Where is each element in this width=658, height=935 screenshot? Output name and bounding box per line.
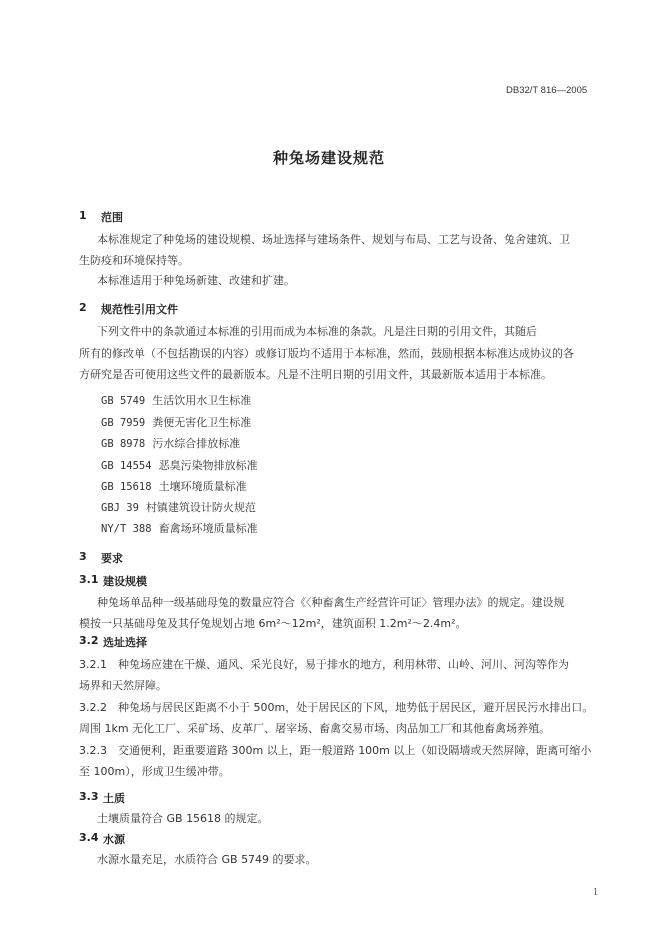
reference-name: 恶臭污染物排放标准: [158, 459, 258, 472]
section-2-intro-line2: 所有的修改单（不包括勘误的内容）或修订版均不适用于本标准，然而，鼓励根据本标准达成协议的各: [79, 347, 574, 360]
reference-code: GBJ 39: [101, 502, 139, 514]
section-3-2-3-line2: 至 100m），形成卫生缓冲带。: [79, 765, 230, 778]
section-3-2-heading: 选址选择: [103, 636, 147, 649]
section-3-3-text: 土壤质量符合 GB 15618 的规定。: [97, 812, 269, 825]
section-1-heading: 范围: [101, 211, 123, 224]
section-1-number: 1: [79, 209, 87, 222]
section-1-para2: 本标准适用于种兔场新建、改建和扩建。: [97, 274, 295, 287]
section-3-1-line1: 种兔场单品种一级基础母兔的数量应符合《〈种畜禽生产经营许可证〉管理办法》的规定。建设规: [97, 596, 565, 609]
reference-code: GB 5749: [101, 395, 146, 407]
section-3-1-line2: 模按一只基础母兔及其仔兔规划占地 6m²～12m²，建筑面积 1.2m²～2.4m²。: [79, 617, 467, 630]
reference-item: [101, 478, 247, 494]
page-title: 种兔场建设规范: [272, 149, 385, 167]
section-3-1-heading: 建设规模: [103, 575, 147, 588]
reference-name: 土壤环境质量标准: [158, 480, 247, 493]
section-3-4-number: 3.4: [79, 831, 99, 844]
reference-code: GB 8978: [101, 438, 146, 450]
section-3-2-2-line2: 周围 1km 无化工厂、采矿场、皮革厂、屠宰场、畜禽交易市场、肉品加工厂和其他畜禽场养殖。: [79, 722, 551, 735]
section-3-2-2-line1: 3.2.2 种兔场与居民区距离不小于 500m，处于居民区的下风，地势低于居民区，避开居民污水排出口。: [79, 701, 594, 714]
reference-item: [101, 435, 240, 451]
reference-name: 生活饮用水卫生标准: [152, 394, 252, 407]
reference-item: [101, 414, 251, 430]
reference-name: 村镇建筑设计防火规范: [145, 501, 256, 514]
section-3-2-3-line1: 3.2.3 交通便利，距重要道路 300m 以上，距一般道路 100m 以上（如设隔墙或天然屏障，距离可缩小: [79, 744, 592, 757]
section-3-3-number: 3.3: [79, 790, 99, 803]
standard-code: DB32/T 816—2005: [506, 85, 588, 96]
reference-item: [101, 499, 256, 515]
reference-code: GB 14554: [101, 460, 152, 472]
section-3-2-number: 3.2: [79, 634, 99, 647]
reference-name: 污水综合排放标准: [152, 437, 241, 450]
reference-name: 畜禽场环境质量标准: [158, 522, 258, 535]
reference-code: GB 7959: [101, 417, 146, 429]
section-3-3-heading: 土质: [103, 792, 125, 805]
section-3-number: 3: [79, 550, 87, 563]
section-2-intro-line3: 方研究是否可使用这些文件的最新版本。凡是不注明日期的引用文件，其最新版本适用于本标准。: [79, 368, 552, 381]
reference-code: GB 15618: [101, 481, 152, 493]
section-3-4-heading: 水源: [103, 833, 125, 846]
section-2-intro-line1: 下列文件中的条款通过本标准的引用而成为本标准的条款。凡是注日期的引用文件，其随后: [97, 325, 537, 338]
section-1-para1-line1: 本标准规定了种兔场的建设规模、场址选择与建场条件、规划与布局、工艺与设备、兔舍建筑、卫: [97, 233, 570, 246]
section-2-heading: 规范性引用文件: [101, 303, 178, 316]
reference-item: [101, 392, 251, 408]
section-1-para1-line2: 生防疫和环境保持等。: [79, 254, 189, 267]
section-3-2-1-line2: 场界和天然屏障。: [79, 679, 167, 692]
section-3-1-number: 3.1: [79, 573, 99, 586]
section-3-4-text: 水源水量充足，水质符合 GB 5749 的要求。: [97, 853, 317, 866]
reference-item: [101, 520, 258, 536]
reference-item: [101, 457, 258, 473]
section-2-number: 2: [79, 301, 87, 314]
reference-code: NY/T 388: [101, 523, 152, 535]
section-3-2-1-line1: 3.2.1 种兔场应建在干燥、通风、采光良好，易于排水的地方，利用林带、山岭、河川、河沟等作为: [79, 658, 569, 671]
reference-name: 粪便无害化卫生标准: [152, 416, 252, 429]
section-3-heading: 要求: [101, 552, 123, 565]
page-number: 1: [593, 887, 598, 898]
